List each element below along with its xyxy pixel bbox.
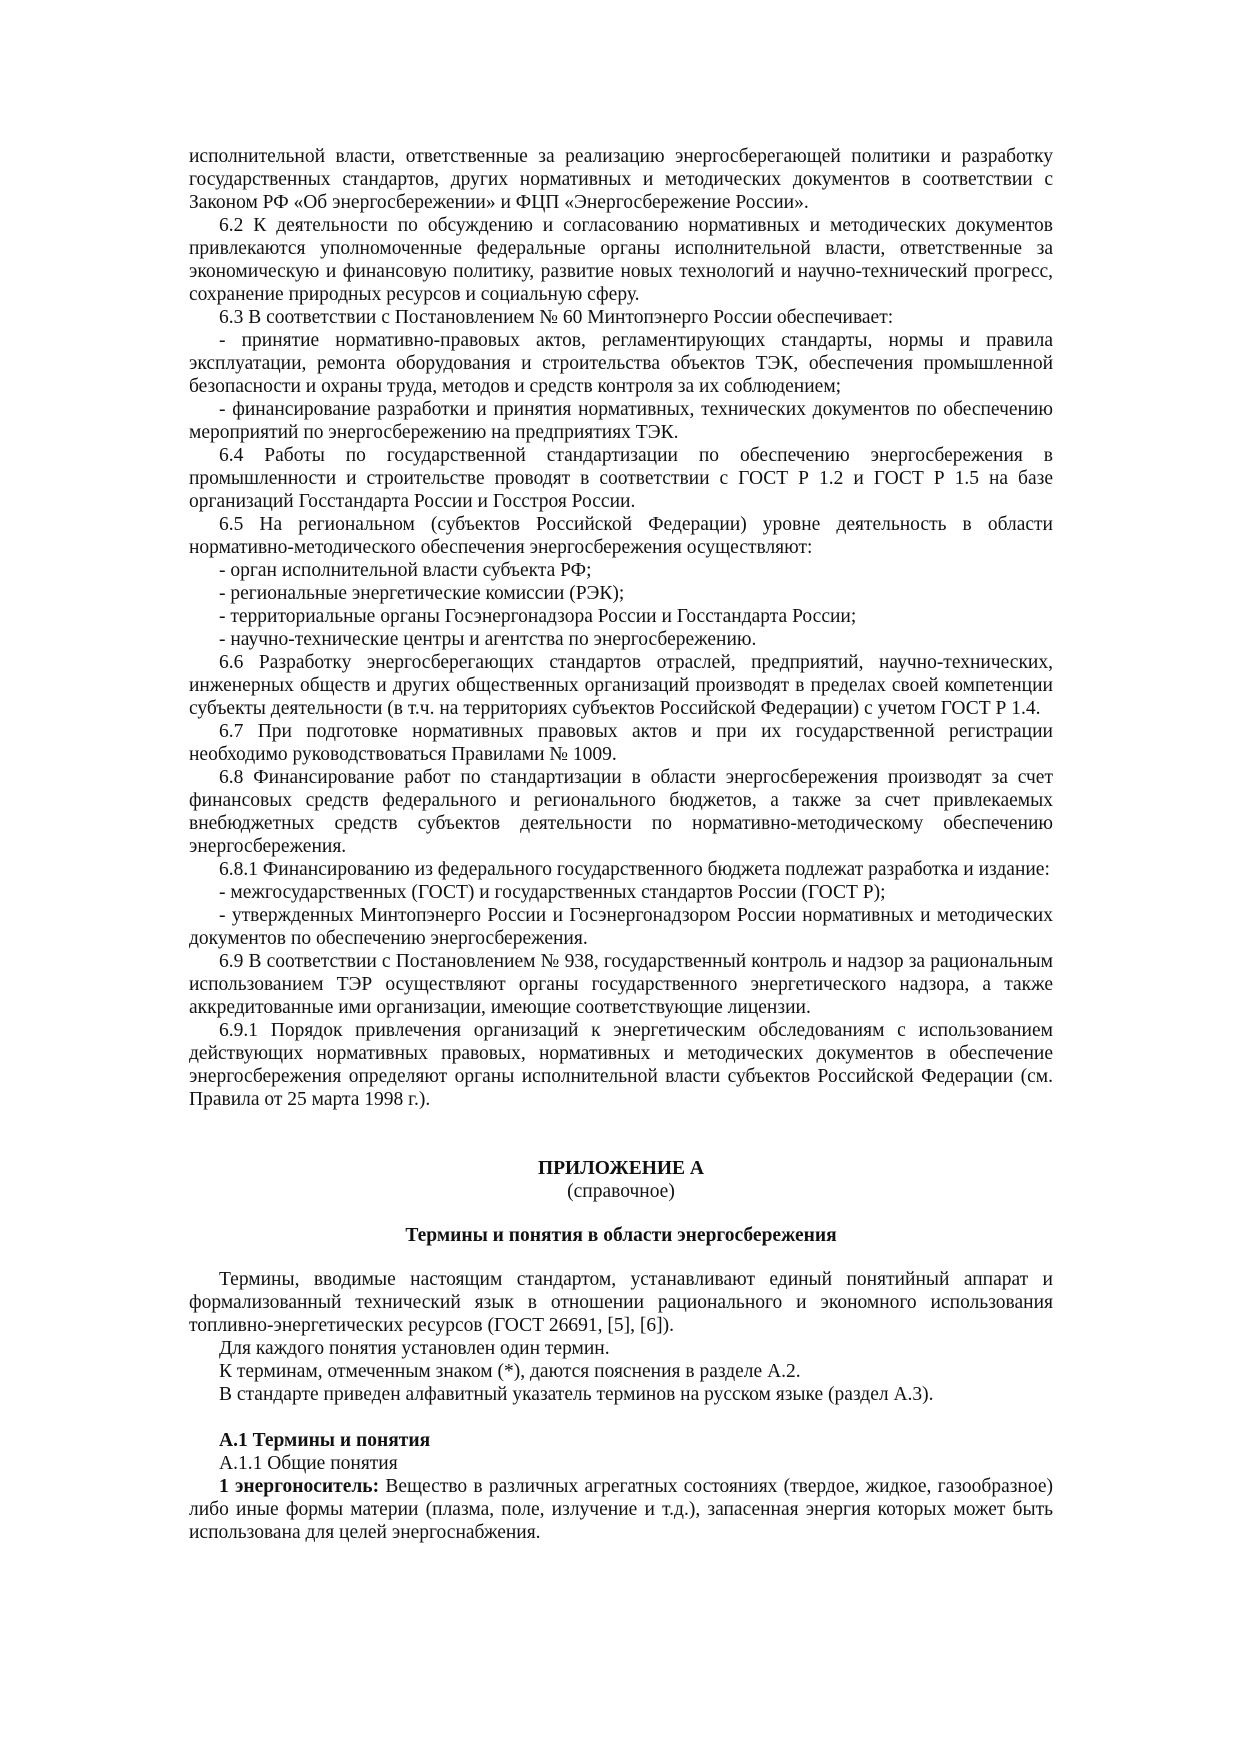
appendix-title: ПРИЛОЖЕНИЕ А [537, 1158, 705, 1179]
list-item: - орган исполнительной власти субъекта РФ; [219, 560, 592, 581]
subsection-title: А.1.1 Общие понятия [219, 1453, 398, 1474]
paragraph: 6.7 При подготовке нормативных правовых актов и при их государственной регистрации необходимо руководствоваться Правилами № 1009. [189, 721, 1053, 765]
paragraph: Термины, вводимые настоящим стандартом, устанавливают единый понятийный аппарат и формализованный технический язык в отношении рационального и экономного использования топливно-энергетических ресурсов (ГОСТ 26691, [5], [6]). [189, 1269, 1053, 1336]
document-page [189, 145, 1053, 1544]
paragraph: 6.3 В соответствии с Постановлением № 60 Минтопэнерго России обеспечивает: [219, 307, 894, 328]
paragraph: 6.5 На региональном (субъектов Российской Федерации) уровне деятельность в области нормативно-методического обеспечения энергосбережения осуществляют: [189, 514, 1053, 558]
paragraph: 6.4 Работы по государственной стандартизации по обеспечению энергосбережения в промышленности и строительстве проводят в соответствии с ГОСТ Р 1.2 и ГОСТ Р 1.5 на базе организаций Госстандарта России и Госстроя России. [189, 445, 1053, 512]
paragraph: исполнительной власти, ответственные за реализацию энергосберегающей политики и разработку государственных стандартов, других нормативных и методических документов в соответствии с Законом РФ «Об энергосбережении» и ФЦП «Энергосбережение России». [189, 146, 1053, 213]
list-item: - территориальные органы Госэнергонадзора России и Госстандарта России; [219, 606, 857, 627]
list-item: - принятие нормативно-правовых актов, регламентирующих стандарты, нормы и правила эксплуатации, ремонта оборудования и строительства объектов ТЭК, обеспечения промышленной безопасности и охраны труда, методов и средств контроля за их соблюдением; [189, 330, 1053, 397]
paragraph: В стандарте приведен алфавитный указатель терминов на русском языке (раздел А.3). [219, 1384, 934, 1405]
list-item: - региональные энергетические комиссии (РЭК); [219, 583, 625, 604]
list-item: - финансирование разработки и принятия нормативных, технических документов по обеспечению мероприятий по энергосбережению на предприятиях ТЭК. [189, 399, 1053, 443]
paragraph: 6.8.1 Финансированию из федерального государственного бюджета подлежат разработка и издание: [219, 859, 1050, 880]
term-definition: Вещество в различных агрегатных состояниях (твердое, жидкое, газообразное) либо иные формы материи (плазма, поле, излучение и т.д.), запасенная энергия которых может быть использована для целей энергоснабжения. [189, 1476, 1054, 1543]
list-item: - межгосударственных (ГОСТ) и государственных стандартов России (ГОСТ Р); [219, 882, 886, 903]
paragraph: Для каждого понятия установлен один термин. [219, 1338, 610, 1359]
section-title: А.1 Термины и понятия [219, 1430, 431, 1451]
term-label: 1 энергоноситель: [219, 1476, 380, 1497]
list-item: - научно-технические центры и агентства по энергосбережению. [219, 629, 757, 650]
appendix-subtitle: (справочное) [567, 1181, 675, 1202]
paragraph: 6.2 К деятельности по обсуждению и согласованию нормативных и методических документов привлекаются уполномоченные федеральные органы исполнительной власти, ответственные за экономическую и финансовую политику, развитие новых технологий и научно-технический прогресс, сохранение природных ресурсов и социальную сферу. [189, 215, 1053, 305]
appendix-heading: Термины и понятия в области энергосбережения [405, 1225, 837, 1246]
paragraph: 6.9 В соответствии с Постановлением № 938, государственный контроль и надзор за рациональным использованием ТЭР осуществляют органы государственного энергетического надзора, а также аккредитованные ими организации, имеющие соответствующие лицензии. [189, 951, 1053, 1018]
paragraph: 6.6 Разработку энергосберегающих стандартов отраслей, предприятий, научно-технических, инженерных обществ и других общественных организаций производят в пределах своей компетенции субъекты деятельности (в т.ч. на территориях субъектов Российской Федерации) с учетом ГОСТ Р 1.4. [189, 652, 1053, 719]
paragraph: 6.9.1 Порядок привлечения организаций к энергетическим обследованиям с использованием действующих нормативных правовых, нормативных и методических документов в обеспечение энергосбережения определяют органы исполнительной власти субъектов Российской Федерации (см. Правила от 25 марта 1998 г.). [189, 1020, 1053, 1110]
term-entry [189, 1475, 1053, 1544]
paragraph: 6.8 Финансирование работ по стандартизации в области энергосбережения производят за счет финансовых средств федерального и регионального бюджетов, а также за счет привлекаемых внебюджетных средств субъектов деятельности по нормативно-методическому обеспечению энергосбережения. [189, 767, 1053, 857]
paragraph: К терминам, отмеченным знаком (*), даются пояснения в разделе А.2. [219, 1361, 801, 1382]
list-item: - утвержденных Минтопэнерго России и Госэнергонадзором России нормативных и методических документов по обеспечению энергосбережения. [189, 905, 1053, 949]
